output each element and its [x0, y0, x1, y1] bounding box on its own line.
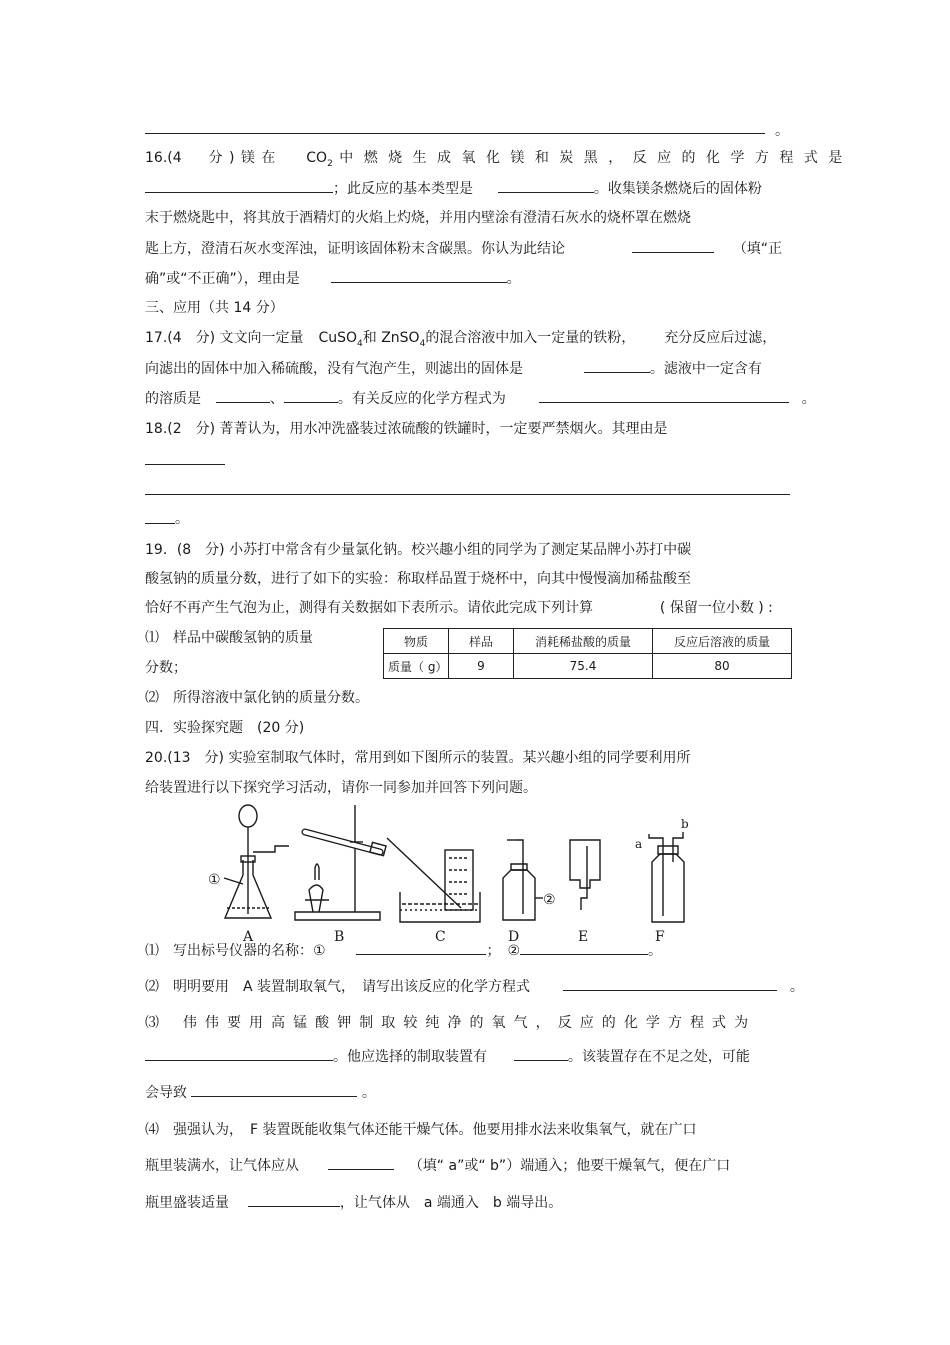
- apparatus-c: [387, 838, 480, 922]
- blank[interactable]: [514, 1046, 568, 1061]
- q20-s4-line3: 瓶里盛装适量 ，让气体从 a 端通入 b 端导出。: [145, 1192, 562, 1213]
- q17-line3: 的溶质是 、 。有关反应的化学方程式为 。: [145, 388, 816, 409]
- q16-line4: 匙上方，澄清石灰水变浑浊，证明该固体粉末含碳黑。你认为此结论 （填“正: [145, 238, 782, 259]
- table-cell: 80: [653, 654, 792, 679]
- q19-sub2: ⑵ 所得溶液中氯化钠的质量分数。: [145, 690, 369, 706]
- apparatus-d: [503, 840, 535, 920]
- table-header-row: [384, 629, 792, 654]
- blank[interactable]: [331, 268, 507, 283]
- section-3-title: 三、应用（共 14 分）: [145, 300, 284, 316]
- blank[interactable]: [539, 388, 789, 403]
- label-F: F: [655, 929, 665, 945]
- q20-line1: 20.(13 分) 实验室制取气体时，常用到如下图所示的装置。某兴趣小组的同学要利用所: [145, 750, 691, 766]
- apparatus-figure: [205, 800, 705, 945]
- table-header: 样品: [449, 629, 514, 654]
- label-B: B: [334, 929, 345, 945]
- answer-line: [145, 464, 225, 465]
- blank[interactable]: [284, 388, 338, 403]
- blank[interactable]: [584, 358, 650, 373]
- label-E: E: [578, 929, 589, 945]
- table-cell: 9: [449, 654, 514, 679]
- label-circle-2: ②: [543, 892, 556, 908]
- label-circle-1: ①: [208, 872, 221, 888]
- q16-line3: 末于燃烧匙中，将其放于酒精灯的火焰上灼烧，并用内壁涂有澄清石灰水的烧杯罩在燃烧: [145, 210, 691, 226]
- table-header: 反应后溶液的质量: [653, 629, 792, 654]
- q19-line2: 酸氢钠的质量分数，进行了如下的实验：称取样品置于烧杯中，向其中慢慢滴加稀盐酸至: [145, 571, 691, 587]
- q16-line1: 16.(4 分 ) 镁 在 $CO_2$ 中 燃 烧 生 成 氧 化 镁 和 炭 黑 ， 反 应 的 化 学 方 程 式 是: [145, 150, 845, 169]
- answer-line: [145, 494, 790, 495]
- q18-line1: 18.(2 分) 菁菁认为，用水冲洗盛装过浓硫酸的铁罐时，一定要严禁烟火。其理由是: [145, 421, 668, 437]
- blank[interactable]: [145, 178, 333, 193]
- label-a: a: [635, 837, 643, 851]
- q18-end: 。: [175, 511, 189, 527]
- q20-s4: ⑷ 强强认为， F 装置既能收集气体还能干燥气体。他要用排水法来收集氧气，就在广口: [145, 1122, 697, 1138]
- table-cell: 75.4: [514, 654, 653, 679]
- q20-line2: 给装置进行以下探究学习活动，请你一同参加并回答下列问题。: [145, 780, 537, 796]
- q20-s3-cont: 。他应选择的制取装置有 。该装置存在不足之处，可能: [145, 1046, 750, 1067]
- label-b: b: [681, 817, 689, 831]
- q19-line1: 19．(8 分) 小苏打中常含有少量氯化钠。校兴趣小组的同学为了测定某品牌小苏打中碳: [145, 542, 692, 558]
- apparatus-e: [570, 840, 600, 910]
- apparatus-b: [295, 805, 386, 920]
- q20-s4-line2: 瓶里装满水，让气体应从 （填“ a”或“ b”）端通入；他要干燥氧气，便在广口: [145, 1155, 730, 1176]
- q20-s3-end: 会导致 。: [145, 1082, 376, 1103]
- blank[interactable]: [356, 940, 486, 955]
- blank[interactable]: [328, 1155, 394, 1170]
- blank[interactable]: [520, 940, 648, 955]
- q19-line3: 恰好不再产生气泡为止，测得有关数据如下表所示。请依此完成下列计算 ( 保留一位小数 ) :: [145, 600, 773, 616]
- label-D: D: [508, 929, 520, 945]
- q17-line1: 17.(4 分) 文文向一定量 CuSO$_4$和 ZnSO$_4$的混合溶液中加入一定量的铁粉， 充分反应后过滤，: [145, 330, 777, 349]
- blank[interactable]: [498, 178, 594, 193]
- blank[interactable]: [216, 388, 270, 403]
- blank[interactable]: [563, 976, 777, 991]
- blank[interactable]: [248, 1192, 340, 1207]
- table-cell: 质量（ g）: [384, 654, 449, 679]
- q19-sub1-cont: 分数；: [145, 660, 187, 676]
- answer-line: [145, 133, 765, 134]
- q20-s1: ⑴ 写出标号仪器的名称：① ； ② 。: [145, 940, 662, 961]
- table-header: 消耗稀盐酸的质量: [514, 629, 653, 654]
- q19-sub1: ⑴ 样品中碳酸氢钠的质量: [145, 630, 313, 646]
- answer-line: [145, 523, 175, 524]
- section-4-title: 四．实验探究题 (20 分): [145, 720, 305, 736]
- end-mark: 。: [775, 123, 789, 139]
- q20-s3: ⑶ 伟 伟 要 用 高 锰 酸 钾 制 取 较 纯 净 的 氧 气 ， 反 应 的 化 学 方 程 式 为: [145, 1015, 750, 1031]
- label-C: C: [435, 929, 446, 945]
- q16-line2: ；此反应的基本类型是 。收集镁条燃烧后的固体粉: [145, 178, 762, 199]
- blank[interactable]: [632, 238, 714, 253]
- apparatus-a: [225, 805, 289, 918]
- blank[interactable]: [191, 1082, 357, 1097]
- q16-line5: 确”或“不正确”），理由是 。: [145, 268, 521, 289]
- q17-line2: 向滤出的固体中加入稀硫酸，没有气泡产生，则滤出的固体是 。滤液中一定含有: [145, 358, 762, 379]
- data-table: [383, 628, 792, 679]
- blank[interactable]: [145, 1046, 333, 1061]
- label-A: A: [243, 929, 254, 945]
- table-row: [384, 654, 792, 679]
- apparatus-f: [649, 832, 684, 922]
- table-header: 物质: [384, 629, 449, 654]
- q20-s2: ⑵ 明明要用 A 装置制取氧气， 请写出该反应的化学方程式 。: [145, 976, 804, 997]
